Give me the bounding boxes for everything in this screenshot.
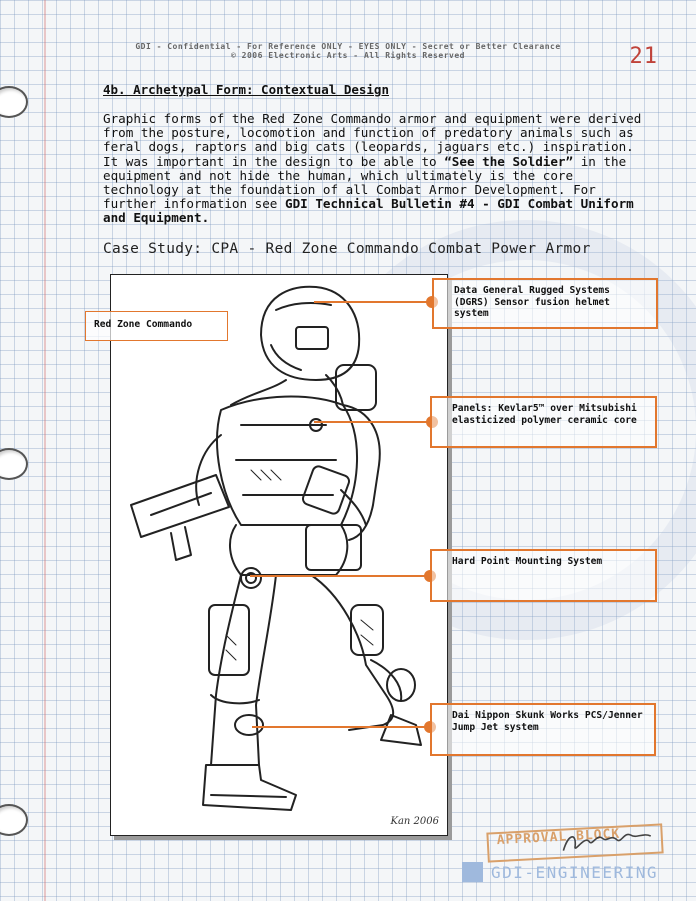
approval-block-stamp: [486, 823, 663, 862]
artist-signature: Kan 2006: [390, 816, 439, 827]
brand-text: GDI-ENGINEERING: [491, 862, 658, 882]
notebook-margin-line: [44, 0, 46, 901]
approval-signature: [558, 824, 655, 859]
gdi-engineering-brand: [462, 862, 658, 882]
commando-sketch-figure: [110, 274, 448, 836]
case-study-title: Case Study: CPA - Red Zone Commando Combat Power Armor: [103, 241, 591, 257]
page-number: 21: [629, 44, 658, 69]
red-zone-commando-label: Red Zone Commando: [85, 311, 228, 341]
paragraph-text-continued: in the equipment and not hide the human, which ultimately is the core technology at the foundation of all Combat Armor Development. For further information see: [103, 153, 627, 212]
armor-sketch-illustration: [111, 275, 447, 835]
approval-block-text: APPROVAL BLOCK: [496, 826, 621, 849]
copyright-header: © 2006 Electronic Arts - All Rights Reserved: [231, 51, 465, 60]
section-heading: 4b. Archetypal Form: Contextual Design: [103, 82, 389, 97]
callout-armor-panels: Panels: Kevlar5™ over Mitsubishi elasticized polymer ceramic core: [430, 396, 657, 448]
brand-square-icon: [462, 862, 483, 882]
callout-hard-point-mounting: Hard Point Mounting System: [430, 549, 657, 602]
callout-helmet-system: Data General Rugged Systems (DGRS) Sensor fusion helmet system: [432, 278, 658, 329]
callout-jump-jet-system: Dai Nippon Skunk Works PCS/Jenner Jump Jet system: [430, 703, 656, 756]
punch-hole-middle: [0, 448, 28, 480]
technical-bulletin-reference: GDI Technical Bulletin #4 - GDI Combat Uniform and Equipment.: [103, 196, 634, 226]
paragraph-text: Graphic forms of the Red Zone Commando armor and equipment were derived from the posture, locomotion and function of predatory animals such as feral dogs, raptors and big cats (leopards, jaguars etc.) inspiration. It was important in the design to be able to: [103, 111, 642, 169]
punch-hole-bottom: [0, 804, 28, 836]
see-the-soldier-emphasis: “See the Soldier”: [444, 153, 574, 169]
body-paragraph: [103, 112, 643, 226]
confidential-header: GDI - Confidential - For Reference ONLY - EYES ONLY - Secret or Better Clearance: [135, 42, 561, 51]
punch-hole-top: [0, 86, 28, 118]
